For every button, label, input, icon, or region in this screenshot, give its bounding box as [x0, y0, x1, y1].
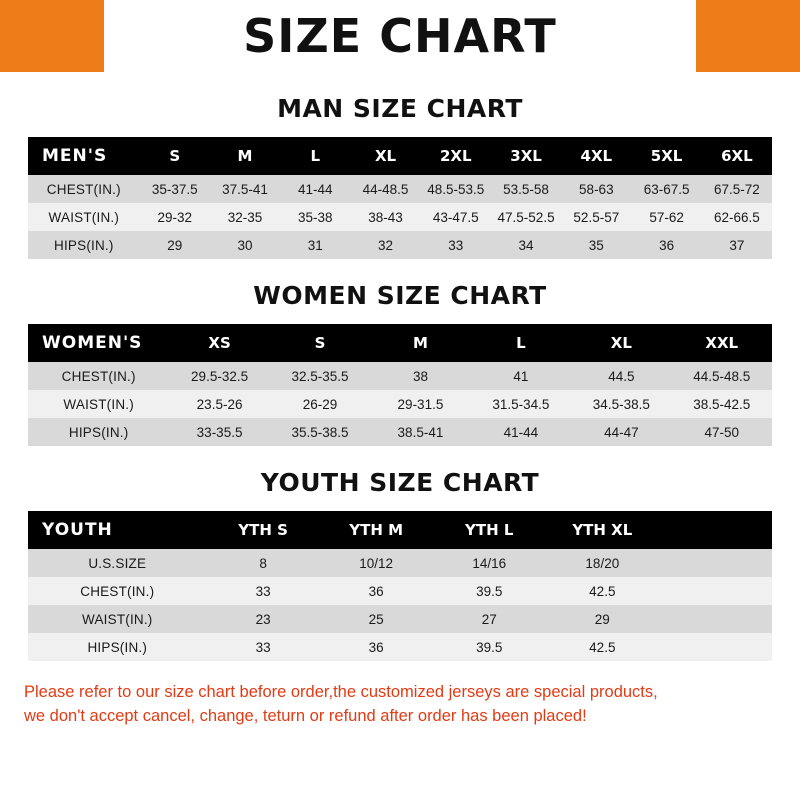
column-header: L — [280, 137, 350, 175]
table-cell: 29-31.5 — [370, 390, 470, 418]
header-banner-inner — [104, 0, 696, 72]
table-row — [28, 231, 772, 259]
table-cell: 63-67.5 — [631, 175, 701, 203]
table-cell: 32-35 — [210, 203, 280, 231]
row-label: CHEST(IN.) — [28, 577, 207, 605]
row-label: WAIST(IN.) — [28, 203, 140, 231]
table-cell: 36 — [320, 633, 433, 661]
table-row — [28, 390, 772, 418]
column-header: XXL — [672, 324, 772, 362]
table-cell: 33 — [421, 231, 491, 259]
table-cell: 10/12 — [320, 549, 433, 577]
table-cell: 44.5-48.5 — [672, 362, 772, 390]
section-title-youth: YOUTH SIZE CHART — [260, 468, 540, 497]
spacer — [0, 72, 800, 94]
spacer — [0, 259, 800, 281]
spacer — [0, 446, 800, 468]
table-header-row — [28, 511, 772, 549]
column-header: YTH L — [433, 511, 546, 549]
column-header: 5XL — [631, 137, 701, 175]
table-cell: 34.5-38.5 — [571, 390, 671, 418]
column-header: YOUTH — [28, 511, 207, 549]
column-header: YTH XL — [546, 511, 659, 549]
table-cell: 44.5 — [571, 362, 671, 390]
table-cell: 47.5-52.5 — [491, 203, 561, 231]
table-cell: 26-29 — [270, 390, 370, 418]
table-cell: 18/20 — [546, 549, 659, 577]
table-cell — [659, 549, 772, 577]
table-cell: 36 — [320, 577, 433, 605]
table-cell: 29-32 — [140, 203, 210, 231]
column-header: XS — [169, 324, 269, 362]
column-header: 2XL — [421, 137, 491, 175]
table-cell: 38.5-41 — [370, 418, 470, 446]
table-cell: 38-43 — [350, 203, 420, 231]
table-cell: 41-44 — [471, 418, 571, 446]
table-cell: 42.5 — [546, 633, 659, 661]
table-cell: 38 — [370, 362, 470, 390]
table-cell: 8 — [207, 549, 320, 577]
table-row — [28, 605, 772, 633]
footer-note-line-1: Please refer to our size chart before order,the customized jerseys are special products, — [24, 683, 658, 701]
table-row — [28, 175, 772, 203]
table-row — [28, 577, 772, 605]
column-header: 6XL — [702, 137, 772, 175]
column-header: MEN'S — [28, 137, 140, 175]
table-row — [28, 633, 772, 661]
table-cell — [659, 577, 772, 605]
table-cell: 29 — [140, 231, 210, 259]
man-size-table — [28, 137, 772, 259]
table-cell: 30 — [210, 231, 280, 259]
table-cell: 27 — [433, 605, 546, 633]
row-label: WAIST(IN.) — [28, 390, 169, 418]
column-header: YTH S — [207, 511, 320, 549]
table-cell: 47-50 — [672, 418, 772, 446]
table-cell: 41-44 — [280, 175, 350, 203]
table-row — [28, 203, 772, 231]
table-cell: 33-35.5 — [169, 418, 269, 446]
column-header: 4XL — [561, 137, 631, 175]
column-header — [659, 511, 772, 549]
column-header: S — [270, 324, 370, 362]
women-size-table-wrap — [0, 324, 800, 446]
row-label: HIPS(IN.) — [28, 231, 140, 259]
row-label: CHEST(IN.) — [28, 362, 169, 390]
women-size-table — [28, 324, 772, 446]
table-cell: 25 — [320, 605, 433, 633]
column-header: L — [471, 324, 571, 362]
table-cell: 41 — [471, 362, 571, 390]
table-cell: 48.5-53.5 — [421, 175, 491, 203]
table-cell: 33 — [207, 633, 320, 661]
table-cell: 62-66.5 — [702, 203, 772, 231]
header-banner — [0, 0, 800, 72]
table-row — [28, 418, 772, 446]
table-cell: 39.5 — [433, 577, 546, 605]
table-cell: 57-62 — [631, 203, 701, 231]
spacer — [0, 123, 800, 137]
table-cell: 44-47 — [571, 418, 671, 446]
table-cell: 39.5 — [433, 633, 546, 661]
footer-note-line-2: we don't accept cancel, change, teturn or refund after order has been placed! — [24, 706, 587, 725]
table-cell: 35-38 — [280, 203, 350, 231]
table-cell: 23 — [207, 605, 320, 633]
row-label: HIPS(IN.) — [28, 633, 207, 661]
table-cell: 35.5-38.5 — [270, 418, 370, 446]
column-header: YTH M — [320, 511, 433, 549]
table-cell: 29.5-32.5 — [169, 362, 269, 390]
youth-size-table — [28, 511, 772, 661]
table-cell: 32 — [350, 231, 420, 259]
table-cell: 32.5-35.5 — [270, 362, 370, 390]
table-cell: 36 — [631, 231, 701, 259]
row-label: HIPS(IN.) — [28, 418, 169, 446]
table-cell: 35-37.5 — [140, 175, 210, 203]
page-title: SIZE CHART — [243, 9, 557, 63]
table-cell: 31.5-34.5 — [471, 390, 571, 418]
column-header: 3XL — [491, 137, 561, 175]
spacer — [0, 497, 800, 511]
table-cell: 42.5 — [546, 577, 659, 605]
table-cell: 67.5-72 — [702, 175, 772, 203]
column-header: XL — [571, 324, 671, 362]
table-header-row — [28, 137, 772, 175]
table-cell: 33 — [207, 577, 320, 605]
column-header: WOMEN'S — [28, 324, 169, 362]
table-cell: 35 — [561, 231, 631, 259]
table-row — [28, 549, 772, 577]
row-label: WAIST(IN.) — [28, 605, 207, 633]
table-cell: 38.5-42.5 — [672, 390, 772, 418]
youth-size-table-wrap — [0, 511, 800, 661]
table-cell: 44-48.5 — [350, 175, 420, 203]
table-cell: 43-47.5 — [421, 203, 491, 231]
section-title-man: MAN SIZE CHART — [277, 94, 523, 123]
table-cell — [659, 605, 772, 633]
row-label: CHEST(IN.) — [28, 175, 140, 203]
table-cell: 53.5-58 — [491, 175, 561, 203]
table-cell: 29 — [546, 605, 659, 633]
footer-note — [0, 661, 800, 729]
column-header: M — [370, 324, 470, 362]
table-cell: 52.5-57 — [561, 203, 631, 231]
column-header: M — [210, 137, 280, 175]
table-row — [28, 362, 772, 390]
table-cell: 31 — [280, 231, 350, 259]
table-cell: 37 — [702, 231, 772, 259]
table-cell: 23.5-26 — [169, 390, 269, 418]
table-cell: 37.5-41 — [210, 175, 280, 203]
table-cell: 58-63 — [561, 175, 631, 203]
section-title-women: WOMEN SIZE CHART — [253, 281, 547, 310]
table-header-row — [28, 324, 772, 362]
row-label: U.S.SIZE — [28, 549, 207, 577]
table-cell — [659, 633, 772, 661]
table-cell: 34 — [491, 231, 561, 259]
table-cell: 14/16 — [433, 549, 546, 577]
column-header: S — [140, 137, 210, 175]
column-header: XL — [350, 137, 420, 175]
man-size-table-wrap — [0, 137, 800, 259]
spacer — [0, 310, 800, 324]
